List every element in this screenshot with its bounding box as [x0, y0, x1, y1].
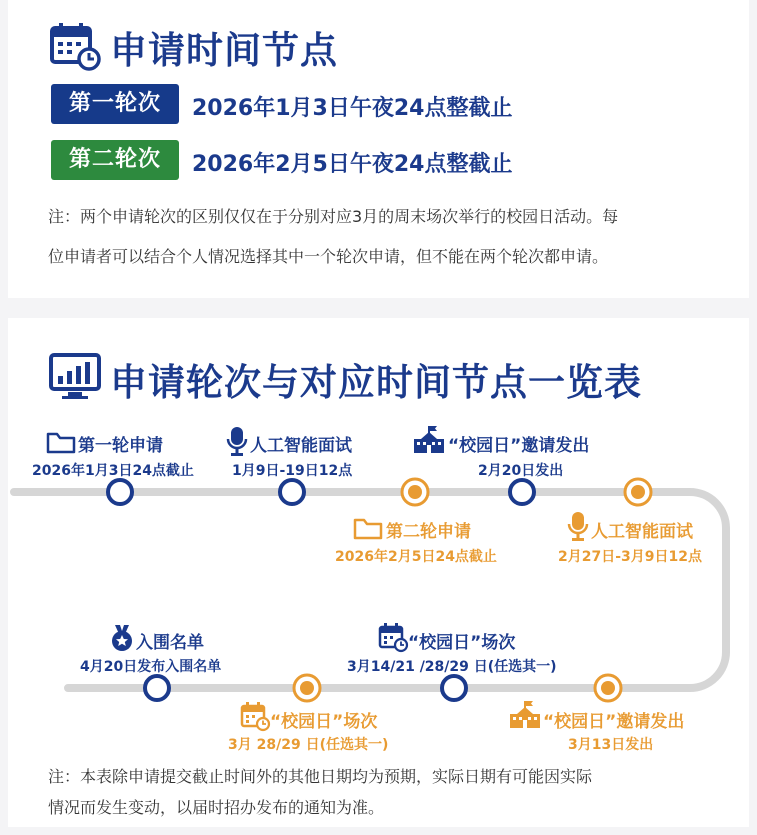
event-title: 第二轮申请	[386, 522, 471, 542]
timeline-node-ai-interview-1	[280, 480, 304, 504]
timeline-node-campus-day-1	[442, 676, 466, 700]
folder-icon	[46, 430, 76, 454]
school-building-icon	[508, 700, 542, 730]
timeline-node-invite-2	[595, 675, 621, 701]
microphone-icon	[225, 425, 249, 457]
event-date: 2026年1月3日24点截止	[32, 463, 194, 479]
timeline-node-campus-day-2	[294, 675, 320, 701]
section-title: 申请时间节点	[110, 29, 338, 72]
timeline-node-shortlist	[145, 676, 169, 700]
round-note-line-2: 位申请者可以结合个人情况选择其中一个轮次申请，但不能在两个轮次都申请。	[48, 247, 609, 266]
school-building-icon	[412, 425, 446, 455]
event-title: “校园日”场次	[408, 633, 516, 653]
event-date: 4月20日发布入围名单	[80, 659, 222, 675]
event-date: 3月 28/29 日(任选其一)	[228, 737, 389, 753]
section-title: 申请轮次与对应时间节点一览表	[110, 361, 642, 404]
round-note-line-1: 注：两个申请轮次的区别仅仅在于分别对应3月的周末场次举行的校园日活动。每	[48, 207, 619, 226]
event-date: 2月20日发出	[478, 463, 564, 479]
event-title: 人工智能面试	[591, 522, 693, 542]
timeline-node-ai-interview-2	[625, 479, 651, 505]
event-title: 第一轮申请	[78, 436, 163, 456]
event-date: 1月9日-19日12点	[232, 463, 353, 479]
round-2-deadline: 2026年2月5日午夜24点整截止	[192, 152, 513, 177]
event-date: 2月27日-3月9日12点	[558, 549, 702, 565]
calendar-clock-icon	[378, 622, 408, 652]
event-date: 2026年2月5日24点截止	[335, 549, 497, 565]
timeline-note-line-2: 情况而发生变动，以届时招办发布的通知为准。	[48, 798, 385, 817]
folder-icon	[353, 516, 383, 540]
event-title: “校园日”邀请发出	[543, 712, 685, 732]
calendar-clock-icon	[240, 701, 270, 731]
timeline-node-second-round	[402, 479, 428, 505]
event-title: 人工智能面试	[250, 436, 352, 456]
round-1-badge: 第一轮次	[51, 84, 179, 124]
event-title: “校园日”邀请发出	[448, 436, 590, 456]
round-2-badge: 第二轮次	[51, 140, 179, 180]
medal-icon	[110, 624, 134, 652]
timeline-node-invite-1	[510, 480, 534, 504]
microphone-icon	[566, 510, 590, 542]
event-date: 3月13日发出	[568, 737, 654, 753]
event-title: 入围名单	[136, 633, 204, 653]
event-title: “校园日”场次	[270, 712, 378, 732]
event-date: 3月14/21 /28/29 日(任选其一)	[347, 659, 557, 675]
round-1-deadline: 2026年1月3日午夜24点整截止	[192, 96, 513, 121]
timeline-note-line-1: 注：本表除申请提交截止时间外的其他日期均为预期，实际日期有可能因实际	[48, 767, 593, 786]
timeline-node-first-round	[108, 480, 132, 504]
